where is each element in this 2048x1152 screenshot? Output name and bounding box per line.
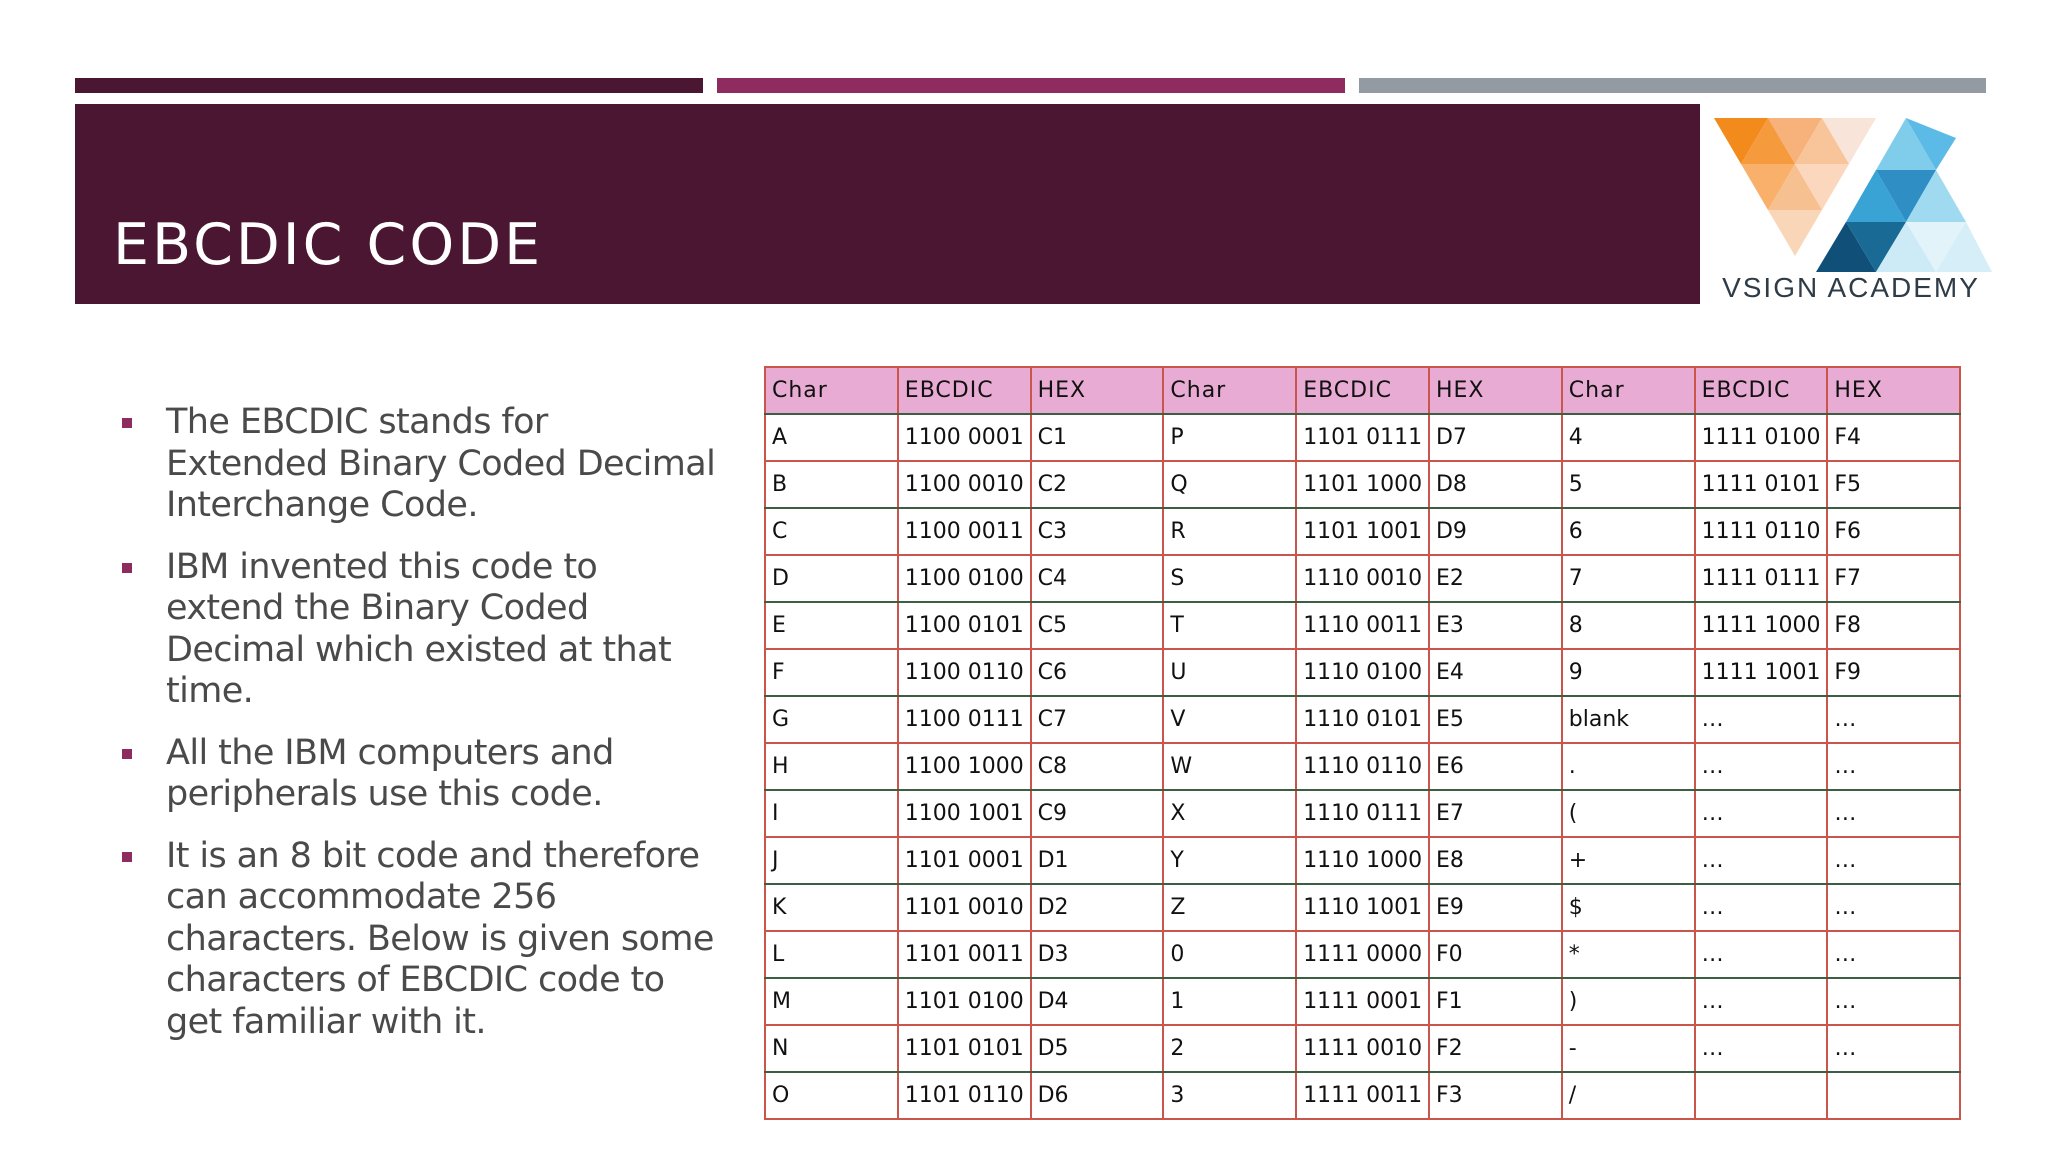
table-cell: D7 <box>1429 414 1562 461</box>
table-cell: V <box>1163 696 1296 743</box>
table-cell: $ <box>1562 884 1695 931</box>
table-cell: E4 <box>1429 649 1562 696</box>
table-header-row <box>765 367 1960 414</box>
table-cell: F4 <box>1827 414 1960 461</box>
table-cell: F3 <box>1429 1072 1562 1119</box>
table-cell: D4 <box>1031 978 1164 1025</box>
table-cell: 0 <box>1163 931 1296 978</box>
table-cell: D2 <box>1031 884 1164 931</box>
table-cell: Z <box>1163 884 1296 931</box>
table-cell: C7 <box>1031 696 1164 743</box>
bullet-text: IBM invented this code to extend the Binary Coded Decimal which existed at that time. <box>166 546 672 711</box>
table-cell: … <box>1827 837 1960 884</box>
table-cell: E7 <box>1429 790 1562 837</box>
table-cell: 1100 1000 <box>898 743 1031 790</box>
table-cell: 1110 0111 <box>1296 790 1429 837</box>
table-row <box>765 884 1960 931</box>
table-cell: C5 <box>1031 602 1164 649</box>
vsign-academy-logo <box>1706 112 1992 308</box>
table-cell: 1100 0011 <box>898 508 1031 555</box>
table-cell: A <box>765 414 898 461</box>
table-cell: 1100 0010 <box>898 461 1031 508</box>
table-cell: 1101 1000 <box>1296 461 1429 508</box>
table-cell: … <box>1695 696 1828 743</box>
table-cell: 8 <box>1562 602 1695 649</box>
table-row <box>765 1025 1960 1072</box>
table-cell: . <box>1562 743 1695 790</box>
table-cell: E9 <box>1429 884 1562 931</box>
square-bullet-icon <box>122 852 132 862</box>
table-cell: 3 <box>1163 1072 1296 1119</box>
table-cell: B <box>765 461 898 508</box>
table-cell: 1 <box>1163 978 1296 1025</box>
table-cell: X <box>1163 790 1296 837</box>
bullet-item <box>118 836 718 1044</box>
table-cell: 1111 0001 <box>1296 978 1429 1025</box>
table-cell: C4 <box>1031 555 1164 602</box>
column-header: HEX <box>1031 367 1164 414</box>
bullet-item <box>118 547 718 713</box>
table-cell: 9 <box>1562 649 1695 696</box>
bullet-item <box>118 733 718 816</box>
table-cell: C6 <box>1031 649 1164 696</box>
table-cell: Q <box>1163 461 1296 508</box>
column-header: Char <box>765 367 898 414</box>
table-cell: … <box>1695 790 1828 837</box>
table-cell: 6 <box>1562 508 1695 555</box>
table-cell: 1111 0101 <box>1695 461 1828 508</box>
table-row <box>765 931 1960 978</box>
table-cell: 1101 0101 <box>898 1025 1031 1072</box>
logo-triangles-icon <box>1706 112 1992 272</box>
table-cell: F9 <box>1827 649 1960 696</box>
table-row <box>765 461 1960 508</box>
table-cell: D5 <box>1031 1025 1164 1072</box>
table-cell: L <box>765 931 898 978</box>
table-cell <box>1827 1072 1960 1119</box>
table-cell: D9 <box>1429 508 1562 555</box>
table-cell: 1111 0110 <box>1695 508 1828 555</box>
table-cell: … <box>1695 743 1828 790</box>
table-cell: 2 <box>1163 1025 1296 1072</box>
column-header: Char <box>1562 367 1695 414</box>
table-cell: E <box>765 602 898 649</box>
table-cell: F5 <box>1827 461 1960 508</box>
table-cell: J <box>765 837 898 884</box>
table-cell: 1110 0011 <box>1296 602 1429 649</box>
table-cell <box>1695 1072 1828 1119</box>
bullet-text: The EBCDIC stands for Extended Binary Coded Decimal Interchange Code. <box>166 402 716 525</box>
table-body <box>765 414 1960 1119</box>
table-row <box>765 508 1960 555</box>
column-header: EBCDIC <box>898 367 1031 414</box>
column-header: EBCDIC <box>1296 367 1429 414</box>
table-cell: D8 <box>1429 461 1562 508</box>
table-cell: 1111 0010 <box>1296 1025 1429 1072</box>
table-row <box>765 602 1960 649</box>
table-cell: 1100 0101 <box>898 602 1031 649</box>
table-cell: D <box>765 555 898 602</box>
table-cell: F7 <box>1827 555 1960 602</box>
table-cell: ) <box>1562 978 1695 1025</box>
table-cell: F2 <box>1429 1025 1562 1072</box>
accent-bar-magenta <box>717 78 1345 93</box>
table-cell: 1101 0100 <box>898 978 1031 1025</box>
table-cell: … <box>1827 790 1960 837</box>
table-cell: C3 <box>1031 508 1164 555</box>
table-cell: 1111 0111 <box>1695 555 1828 602</box>
table-cell: 4 <box>1562 414 1695 461</box>
table-cell: 1110 0100 <box>1296 649 1429 696</box>
table-cell: … <box>1827 884 1960 931</box>
table-cell: … <box>1827 743 1960 790</box>
table-row <box>765 555 1960 602</box>
table-row <box>765 414 1960 461</box>
table-cell: … <box>1695 931 1828 978</box>
table-cell: E6 <box>1429 743 1562 790</box>
table-row <box>765 978 1960 1025</box>
table-cell: blank <box>1562 696 1695 743</box>
ebcdic-table <box>764 366 1961 1120</box>
table-cell: 1100 0110 <box>898 649 1031 696</box>
column-header: EBCDIC <box>1695 367 1828 414</box>
table-cell: 1110 1000 <box>1296 837 1429 884</box>
table-cell: U <box>1163 649 1296 696</box>
table-cell: / <box>1562 1072 1695 1119</box>
bullet-text: All the IBM computers and peripherals use this code. <box>166 732 614 814</box>
table-row <box>765 837 1960 884</box>
bullet-item <box>118 402 718 527</box>
table-cell: 1111 0000 <box>1296 931 1429 978</box>
table-cell: 1101 0010 <box>898 884 1031 931</box>
table-cell: C8 <box>1031 743 1164 790</box>
table-cell: P <box>1163 414 1296 461</box>
logo-text: VSIGN ACADEMY <box>1722 272 1980 303</box>
table-cell: F1 <box>1429 978 1562 1025</box>
table-cell: E8 <box>1429 837 1562 884</box>
table-cell: … <box>1695 884 1828 931</box>
table-row <box>765 649 1960 696</box>
table-cell: K <box>765 884 898 931</box>
table-cell: D6 <box>1031 1072 1164 1119</box>
table-cell: S <box>1163 555 1296 602</box>
table-cell: O <box>765 1072 898 1119</box>
accent-bar-plum <box>75 78 703 93</box>
bullet-list <box>118 402 718 1063</box>
table-cell: R <box>1163 508 1296 555</box>
square-bullet-icon <box>122 563 132 573</box>
table-cell: … <box>1695 837 1828 884</box>
table-cell: 1110 1001 <box>1296 884 1429 931</box>
table-cell: 1101 0111 <box>1296 414 1429 461</box>
square-bullet-icon <box>122 418 132 428</box>
table-cell: 1101 0110 <box>898 1072 1031 1119</box>
table-cell: C1 <box>1031 414 1164 461</box>
column-header: HEX <box>1429 367 1562 414</box>
slide-title: EBCDIC CODE <box>113 212 544 278</box>
table-cell: F0 <box>1429 931 1562 978</box>
table-cell: 1100 0111 <box>898 696 1031 743</box>
table-cell: C2 <box>1031 461 1164 508</box>
table-cell: 1111 1001 <box>1695 649 1828 696</box>
table-cell: … <box>1827 931 1960 978</box>
table-cell: F6 <box>1827 508 1960 555</box>
table-cell: … <box>1827 978 1960 1025</box>
table-cell: + <box>1562 837 1695 884</box>
bullet-text: It is an 8 bit code and therefore can accommodate 256 characters. Below is given some characters of EBCDIC code to get familiar with it. <box>166 835 714 1042</box>
table-row <box>765 790 1960 837</box>
table-cell: 1101 0011 <box>898 931 1031 978</box>
table-cell: … <box>1695 978 1828 1025</box>
table-cell: … <box>1827 696 1960 743</box>
table-row <box>765 1072 1960 1119</box>
table-cell: 1111 1000 <box>1695 602 1828 649</box>
table-cell: 7 <box>1562 555 1695 602</box>
table-cell: 1100 0001 <box>898 414 1031 461</box>
table-cell: E2 <box>1429 555 1562 602</box>
table-cell: 1100 0100 <box>898 555 1031 602</box>
table-cell: 1101 0001 <box>898 837 1031 884</box>
table-cell: … <box>1695 1025 1828 1072</box>
table-cell: 1110 0101 <box>1296 696 1429 743</box>
table-cell: T <box>1163 602 1296 649</box>
table-cell: - <box>1562 1025 1695 1072</box>
table-cell: G <box>765 696 898 743</box>
table-cell: 5 <box>1562 461 1695 508</box>
table-cell: F <box>765 649 898 696</box>
table-cell: * <box>1562 931 1695 978</box>
table-row <box>765 696 1960 743</box>
table-row <box>765 743 1960 790</box>
table-cell: 1100 1001 <box>898 790 1031 837</box>
table-cell: 1110 0110 <box>1296 743 1429 790</box>
table-cell: F8 <box>1827 602 1960 649</box>
table-cell: 1111 0100 <box>1695 414 1828 461</box>
table-cell: D1 <box>1031 837 1164 884</box>
table-cell: D3 <box>1031 931 1164 978</box>
table-cell: ( <box>1562 790 1695 837</box>
table-cell: I <box>765 790 898 837</box>
table-cell: C <box>765 508 898 555</box>
table-cell: W <box>1163 743 1296 790</box>
column-header: Char <box>1163 367 1296 414</box>
table-cell: … <box>1827 1025 1960 1072</box>
square-bullet-icon <box>122 749 132 759</box>
table-cell: 1110 0010 <box>1296 555 1429 602</box>
table-cell: 1111 0011 <box>1296 1072 1429 1119</box>
table-cell: 1101 1001 <box>1296 508 1429 555</box>
table-cell: C9 <box>1031 790 1164 837</box>
table-cell: M <box>765 978 898 1025</box>
table-cell: H <box>765 743 898 790</box>
table-cell: E5 <box>1429 696 1562 743</box>
table-cell: N <box>765 1025 898 1072</box>
table-cell: Y <box>1163 837 1296 884</box>
table-cell: E3 <box>1429 602 1562 649</box>
column-header: HEX <box>1827 367 1960 414</box>
accent-bar-gray <box>1359 78 1986 93</box>
